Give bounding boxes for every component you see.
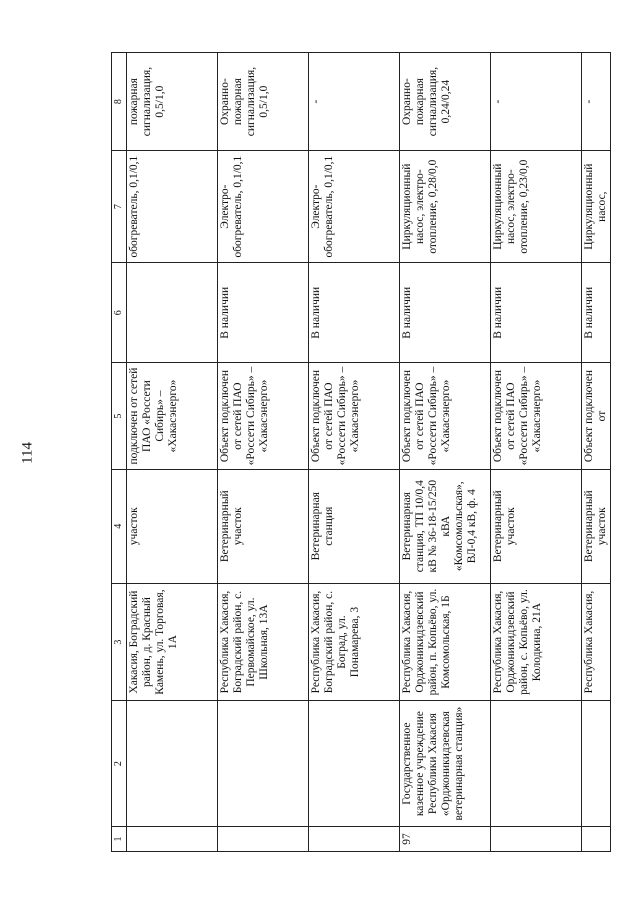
address-cell: Республика Хакасия, Орджоникидзевский район, п. Копьёво, ул. Комсомольская, 1Б [400, 583, 491, 701]
address-cell: Хакасия, Боградский район, д. Красный Камень, ул. Торговая, 1А [127, 583, 218, 701]
organization-cell: Государственное казенное учреждение Республики Хакасия «Орджоникидзевская ветеринарная станция» [400, 701, 491, 827]
veterinary-stations-table [111, 52, 611, 852]
power-supply-cell: Объект подключен от [582, 363, 611, 469]
availability-cell [127, 263, 218, 363]
row-number-cell [127, 826, 218, 851]
alarm-cell: - [491, 53, 582, 151]
address-cell: Республика Хакасия, Боградский район, с. Первомайское, ул. Школьная, 13А [218, 583, 309, 701]
table-row [400, 53, 491, 852]
organization-cell [582, 701, 611, 827]
alarm-cell: Охранно-пожарная сигнализация, 0,24/0,24 [400, 53, 491, 151]
power-supply-cell: подключен от сетей ПАО «Россети Сибирь» – «Хакасэнерго» [127, 363, 218, 469]
table-row [491, 53, 582, 852]
alarm-cell: Охранно-пожарная сигнализация, 0,5/1,0 [218, 53, 309, 151]
object-cell: Ветеринарная станция [309, 469, 400, 583]
object-cell: Ветеринарный участок [582, 469, 611, 583]
row-number-cell [582, 826, 611, 851]
power-supply-cell: Объект подключен от сетей ПАО «Россети Сибирь» – «Хакасэнерго» [218, 363, 309, 469]
object-cell: Ветеринарная станция, ТП 10/0,4 кВ № 36-18-15/250 кВА «Комсомольская», ВЛ-0,4 кВ, ф. 4 [400, 469, 491, 583]
row-number-cell [218, 826, 309, 851]
header-cell: 3 [112, 583, 127, 701]
table-header-row [112, 53, 127, 852]
power-supply-cell: Объект подключен от сетей ПАО «Россети Сибирь» – «Хакасэнерго» [309, 363, 400, 469]
heating-cell: Электро-обогреватель, 0,1/0,1 [309, 151, 400, 263]
organization-cell [491, 701, 582, 827]
heating-cell: Циркуляционный насос, [582, 151, 611, 263]
address-cell: Республика Хакасия, [582, 583, 611, 701]
availability-cell: В наличии [582, 263, 611, 363]
rotated-table-wrapper [111, 52, 621, 852]
heating-cell: Электро-обогреватель, 0,1/0,1 [218, 151, 309, 263]
object-cell: Ветеринарный участок [218, 469, 309, 583]
table-row [218, 53, 309, 852]
header-cell: 6 [112, 263, 127, 363]
row-number-cell [491, 826, 582, 851]
row-number-cell [309, 826, 400, 851]
organization-cell [127, 701, 218, 827]
heating-cell: обогреватель, 0,1/0,1 [127, 151, 218, 263]
header-cell: 1 [112, 826, 127, 851]
header-cell: 2 [112, 701, 127, 827]
header-cell: 7 [112, 151, 127, 263]
table-row [127, 53, 218, 852]
address-cell: Республика Хакасия, Орджоникидзевский район, с. Копьёво, ул. Колодкина, 21А [491, 583, 582, 701]
header-cell: 4 [112, 469, 127, 583]
row-number-cell: 97 [400, 826, 491, 851]
availability-cell: В наличии [309, 263, 400, 363]
availability-cell: В наличии [491, 263, 582, 363]
heating-cell: Циркуляционный насос, электро-отопление, 0,28/0,0 [400, 151, 491, 263]
page-number: 114 [19, 442, 36, 464]
header-cell: 8 [112, 53, 127, 151]
availability-cell: В наличии [218, 263, 309, 363]
address-cell: Республика Хакасия, Боградский район, с. Боград, ул. Понамарева, 3 [309, 583, 400, 701]
heating-cell: Циркуляционный насос, электро-отопление, 0,23/0,0 [491, 151, 582, 263]
table-row [309, 53, 400, 852]
alarm-cell: пожарная сигнализация, 0,5/1,0 [127, 53, 218, 151]
power-supply-cell: Объект подключен от сетей ПАО «Россети Сибирь» – «Хакасэнерго» [491, 363, 582, 469]
organization-cell [218, 701, 309, 827]
object-cell: участок [127, 469, 218, 583]
organization-cell [309, 701, 400, 827]
object-cell: Ветеринарный участок [491, 469, 582, 583]
table-row [582, 53, 611, 852]
alarm-cell: - [582, 53, 611, 151]
header-cell: 5 [112, 363, 127, 469]
availability-cell: В наличии [400, 263, 491, 363]
power-supply-cell: Объект подключен от сетей ПАО «Россети Сибирь» – «Хакасэнерго» [400, 363, 491, 469]
alarm-cell: - [309, 53, 400, 151]
